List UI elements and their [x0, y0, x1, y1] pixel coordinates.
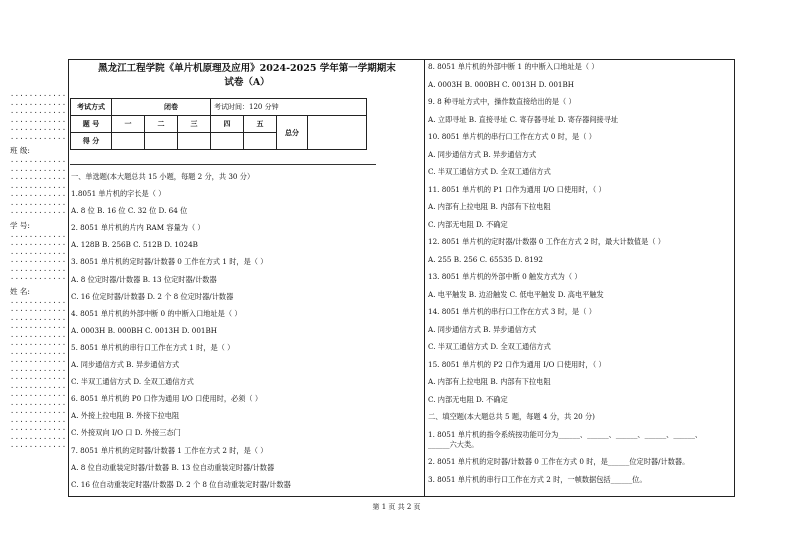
score-label: 得 分: [71, 133, 112, 150]
question-line: A. 8 位定时器/计数器 B. 13 位定时器/计数器: [71, 274, 217, 284]
column-1: 一: [112, 116, 145, 133]
score-cell-1[interactable]: [112, 133, 145, 150]
score-cell-2[interactable]: [145, 133, 178, 150]
question-line: C. 内部无电阻 D. 不确定: [428, 219, 508, 229]
question-line: 14. 8051 单片机的串行口工作在方式 3 时，是（ ）: [428, 307, 596, 316]
question-line: ______六大类。: [428, 439, 479, 449]
question-line: C. 外接双向 I/O 口 D. 外接三态门: [71, 428, 181, 438]
student-id-label: 学 号:: [10, 220, 30, 230]
question-line: 一、单选题(本大题总共 15 小题，每题 2 分，共 30 分）: [71, 172, 255, 181]
question-line: 1.8051 单片机的字长是（ ）: [71, 189, 166, 199]
score-cell-4[interactable]: [211, 133, 244, 150]
question-line: 3. 8051 单片机的定时器/计数器 0 工作在方式 1 时，是（ ）: [71, 257, 268, 267]
name-label: 姓 名:: [10, 286, 30, 296]
exam-time: 考试时间：120 分钟: [211, 99, 367, 116]
question-line: A. 同步通信方式 B. 异步通信方式: [428, 324, 537, 334]
binding-dots: ············ ············ ············ ············ ············ ············ ············ ············ ············ ············ ············ ············ ············ ············ ············ ············ ············ ············: [10, 298, 67, 451]
title-line-2: 试卷（A）: [224, 77, 270, 88]
question-line: 11. 8051 单片机的 P1 口作为通用 I/O 口使用时，（ ）: [428, 184, 606, 194]
question-line: A. 同步通信方式 B. 异步通信方式: [428, 149, 537, 159]
column-3: 三: [178, 116, 211, 133]
binding-dots: ············ ············ ············ ············ ············ ············: [10, 92, 67, 143]
binding-dots: ············ ············ ············ ············ ············ ············: [10, 232, 67, 283]
question-line: C. 半双工通信方式 D. 全双工通信方式: [428, 167, 551, 176]
question-line: C. 16 位定时器/计数器 D. 2 个 8 位定时器/计数器: [71, 291, 234, 301]
question-line: A. 0003H B. 000BH C. 0013H D. 001BH: [428, 79, 575, 89]
question-line: C. 半双工通信方式 D. 全双工通信方式: [71, 377, 194, 387]
page-footer: 第 1 页 共 2 页: [372, 503, 421, 511]
question-line: C. 半双工通信方式 D. 全双工通信方式: [428, 342, 551, 351]
question-line: 7. 8051 单片机的定时器/计数器 1 工作在方式 2 时，是（ ）: [71, 445, 268, 455]
question-line: 10. 8051 单片机的串行口工作在方式 0 时，是（ ）: [428, 132, 596, 141]
exam-title: [72, 62, 422, 90]
question-line: 二、填空题(本大题总共 5 题，每题 4 分，共 20 分): [428, 412, 595, 421]
total-label: 总分: [277, 116, 308, 150]
left-column: [71, 172, 291, 497]
section-separator: [70, 164, 376, 165]
question-line: C. 内部无电阻 D. 不确定: [428, 394, 508, 404]
class-label: 班 级:: [10, 146, 30, 155]
question-line: 8. 8051 单片机的外部中断 1 的中断入口地址是（ ）: [428, 62, 599, 71]
question-line: 2. 8051 单片机的片内 RAM 容量为（ ）: [71, 223, 205, 233]
exam-method-label: 考试方式: [71, 99, 112, 116]
question-line: A. 立即寻址 B. 直接寻址 C. 寄存器寻址 D. 寄存器间接寻址: [428, 114, 619, 124]
question-no-label: 题 号: [71, 116, 112, 133]
question-line: 13. 8051 单片机的外部中断 0 触发方式为（ ）: [428, 272, 582, 281]
binding-strip: [10, 92, 67, 452]
question-line: 6. 8051 单片机的 P0 口作为通用 I/O 口使用时，必须（ ）: [71, 394, 263, 404]
title-line-1: 黑龙江工程学院《单片机原理及应用》2024-2025 学年第一学期期末: [98, 63, 396, 74]
question-line: 1. 8051 单片机的指令系统按功能可分为______、______、______、______、______、: [428, 429, 703, 439]
question-line: 3. 8051 单片机的串行口工作在方式 2 时，一帧数据包括______位。: [428, 474, 647, 484]
score-cell-5[interactable]: [244, 133, 277, 150]
column-divider: [424, 59, 425, 497]
column-5: 五: [244, 116, 277, 133]
question-line: A. 8 位自动重装定时器/计数器 B. 13 位自动重装定时器/计数器: [71, 462, 275, 472]
question-line: C. 16 位自动重装定时器/计数器 D. 2 个 8 位自动重装定时器/计数器: [71, 479, 291, 489]
question-line: A. 255 B. 256 C. 65535 D. 8192: [428, 254, 543, 264]
question-line: 4. 8051 单片机的外部中断 0 的中断入口地址是（ ）: [71, 308, 242, 318]
question-line: A. 内部有上拉电阻 B. 内部有下拉电阻: [428, 202, 551, 211]
total-score-cell[interactable]: [308, 116, 367, 150]
question-line: 15. 8051 单片机的 P2 口作为通用 I/O 口使用时，（ ）: [428, 359, 606, 369]
question-line: A. 同步通信方式 B. 异步通信方式: [71, 360, 180, 370]
question-line: 2. 8051 单片机的定时器/计数器 0 工作在方式 0 时，是______位定时器/计数器。: [428, 457, 690, 466]
question-line: A. 8 位 B. 16 位 C. 32 位 D. 64 位: [71, 206, 188, 216]
column-4: 四: [211, 116, 244, 133]
question-line: A. 电平触发 B. 边沿触发 C. 低电平触发 D. 高电平触发: [428, 289, 604, 299]
right-column: [428, 62, 702, 492]
binding-dots: ············ ············ ············ ············ ············ ············ ············: [10, 158, 67, 217]
question-line: A. 128B B. 256B C. 512B D. 1024B: [71, 240, 198, 250]
question-line: 9. 8 种寻址方式中，操作数直接给出的是（ ）: [428, 97, 576, 106]
question-line: A. 外接上拉电阻 B. 外接下拉电阻: [71, 411, 180, 421]
exam-method-value: 闭卷: [112, 99, 211, 116]
score-cell-3[interactable]: [178, 133, 211, 150]
question-line: 12. 8051 单片机的定时器/计数器 0 工作在方式 2 时，最大计数值是（ ）: [428, 237, 665, 246]
question-line: 5. 8051 单片机的串行口工作在方式 1 时，是（ ）: [71, 342, 235, 352]
column-2: 二: [145, 116, 178, 133]
question-line: A. 0003H B. 000BH C. 0013H D. 001BH: [71, 325, 218, 335]
question-line: A. 内部有上拉电阻 B. 内部有下拉电阻: [428, 377, 551, 386]
score-table: [70, 98, 367, 150]
